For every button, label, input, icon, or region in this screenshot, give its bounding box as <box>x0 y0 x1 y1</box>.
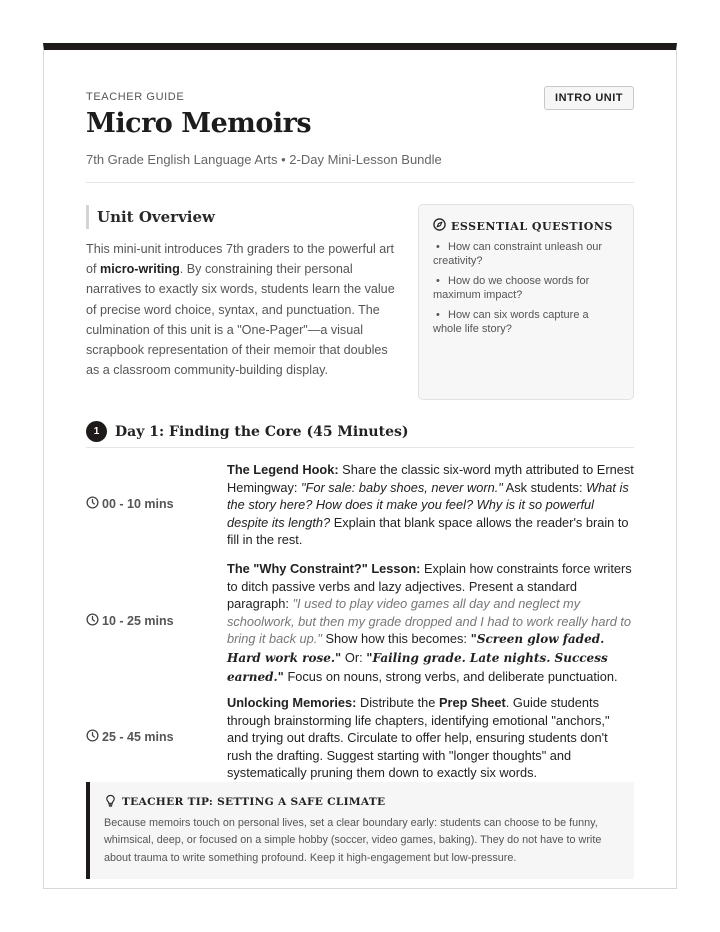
list-item: • How do we choose words for maximum impact? <box>433 275 590 301</box>
day-number-badge: 1 <box>86 421 107 442</box>
teacher-tip-heading <box>104 794 620 810</box>
compass-icon <box>433 218 446 234</box>
question-text: How do we choose words for maximum impact? <box>433 275 590 301</box>
clock-icon <box>86 729 99 745</box>
clock-icon <box>86 613 99 629</box>
essential-questions-title: ESSENTIAL QUESTIONS <box>451 219 613 233</box>
example-memoir: "Screen glow faded. Hard work rose." <box>227 632 605 665</box>
activity-text: Focus on nouns, strong verbs, and deliberate punctuation. <box>283 668 618 684</box>
quote-text: "For sale: baby shoes, never worn." <box>300 479 503 495</box>
activity-text: Distribute the <box>356 695 439 710</box>
overview-heading: Unit Overview <box>86 205 215 229</box>
prompt-questions: What is the story here? How does it make you feel? Why is it so powerful despite its length? <box>227 479 629 530</box>
activity-text: Ask students: <box>502 479 587 495</box>
time-label: 00 - 10 mins <box>102 497 174 511</box>
clock-icon <box>86 496 99 512</box>
time-slot <box>86 729 174 745</box>
page-subtitle: 7th Grade English Language Arts • 2-Day Mini-Lesson Bundle <box>86 152 442 167</box>
question-text: How can six words capture a whole life story? <box>433 309 589 335</box>
list-item: • How can six words capture a whole life story? <box>433 309 589 335</box>
question-list <box>433 240 619 336</box>
activity-description <box>227 461 634 549</box>
activity-description <box>227 560 634 686</box>
day-1-heading <box>86 420 634 448</box>
guide-page <box>43 43 677 889</box>
overview-text-part: This mini-unit introduces 7th graders to the powerful art of <box>86 242 394 277</box>
overview-text <box>86 239 398 380</box>
activity-description <box>227 694 634 782</box>
divider <box>86 182 634 183</box>
time-label: 10 - 25 mins <box>102 614 174 628</box>
sample-paragraph: "I used to play video games all day and neglect my schoolwork, but then my grade dropped and I had to work really hard to bring it back up." <box>227 596 632 647</box>
time-label: 25 - 45 mins <box>102 730 174 744</box>
activity-label: The Legend Hook: <box>227 462 339 477</box>
activity-text: Share the classic six-word myth attributed to Ernest Hemingway: <box>227 462 634 495</box>
list-item: • How can constraint unleash our creativity? <box>433 241 603 267</box>
essential-questions-heading <box>433 218 619 234</box>
activity-text: Explain that blank space allows the reader's brain to fill in the rest. <box>227 514 629 548</box>
day-title: Day 1: Finding the Core (45 Minutes) <box>115 423 409 440</box>
unit-badge: INTRO UNIT <box>544 86 634 110</box>
teacher-tip-text: Because memoirs touch on personal lives, set a clear boundary early: students can choose to be funny, whimsical, deep, or focused on a simple hobby (soccer, video games, baking). They do not have to write about trauma to write something profound. Keep it high-engagement but low-pressure. <box>104 817 602 864</box>
lightbulb-icon <box>104 794 117 810</box>
activity-label: The "Why Constraint?" Lesson: <box>227 561 421 576</box>
overview-text-part: . By constraining their personal narratives to exactly six words, students learn the value of precise word choice, syntax, and punctuation. The culmination of this unit is a "One-Pager"—a visual scrapbook representation of their memoir that doubles as a classroom community-building display. <box>86 262 395 378</box>
time-slot <box>86 496 174 512</box>
example-memoir: "Failing grade. Late nights. Success earned." <box>227 650 608 684</box>
activity-text: Show how this becomes: <box>321 631 471 647</box>
page-title: Micro Memoirs <box>86 108 312 139</box>
essential-questions-box <box>418 204 634 400</box>
activity-text: . Guide students through brainstorming life chapters, identifying emotional "anchors," and trying out drafts. Circulate to offer help, ensuring students don't rush the drafting. Suggest starting with "longer thoughts" and systematically pruning them down to exactly six words. <box>227 695 610 781</box>
question-text: How can constraint unleash our creativity? <box>433 241 603 267</box>
activity-label: Unlocking Memories: <box>227 695 357 710</box>
eyebrow-label: TEACHER GUIDE <box>86 91 185 103</box>
teacher-tip-title: TEACHER TIP: SETTING A SAFE CLIMATE <box>122 796 386 808</box>
overview-bold-term: micro-writing <box>100 262 180 277</box>
activity-text: Explain how constraints force writers to ditch passive verbs and lazy adjectives. Present a standard paragraph: <box>227 561 632 612</box>
teacher-tip-box <box>86 782 634 879</box>
prep-sheet-term: Prep Sheet <box>438 695 506 710</box>
activity-text: Or: <box>341 649 367 665</box>
time-slot <box>86 613 174 629</box>
